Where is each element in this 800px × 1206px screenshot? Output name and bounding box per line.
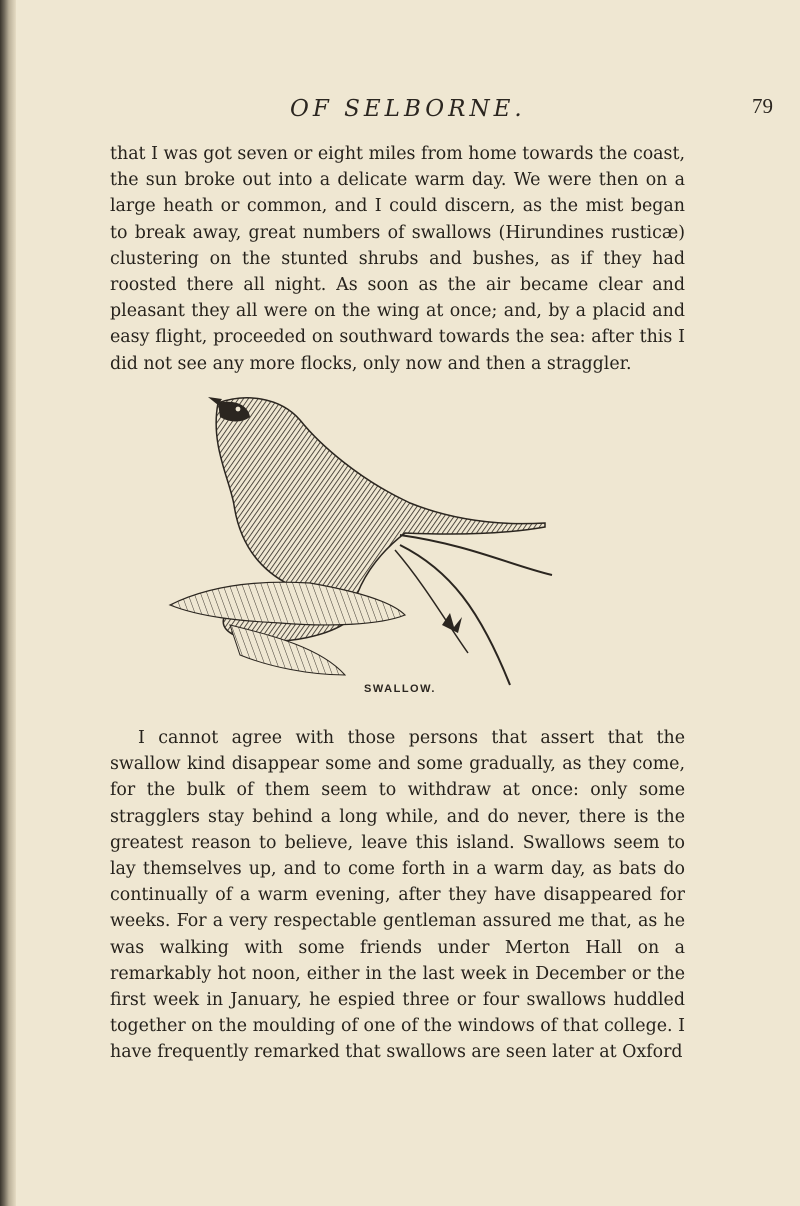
paragraph-2: I cannot agree with those persons that assert that the swallow kind disappear some and some gradually, as they come, for the bulk of them seem to withdraw at once: only some stragglers stay behind a long while, and do never, there is the greatest reason to believe, leave this island. Swallows seem to lay themselves up, and to come forth in a warm day, as bats do continually of a warm evening, after they have disappeared for weeks. For a very respectable gentleman assured me that, as he was walking with some friends under Merton Hall on a remarkably hot noon, either in the last week in December or the first week in January, he espied three or four swallows huddled together on the moulding of one of the windows of that college. I have frequently remarked that swallows are seen later at Oxford <box>110 728 685 1063</box>
swallow-feet <box>442 613 462 633</box>
page-number: 79 <box>752 94 773 118</box>
paragraph-1: that I was got seven or eight miles from home towards the coast, the sun broke out into a delicate warm day. We were then on a large heath or common, and I could discern, as the mist began to break away, great numbers of swallows (Hirundines rusticæ) clustering on the stunted shrubs and bushes, as if they had roosted there all night. As soon as the air became clear and pleasant they all were on the wing at once; and, by a placid and easy flight, proceeded on southward towards the sea: after this I did not see any more flocks, only now and then a straggler. <box>110 144 685 374</box>
swallow-tail <box>395 535 552 685</box>
figure-caption: SWALLOW. <box>364 683 436 695</box>
running-title: OF SELBORNE. <box>290 96 526 122</box>
swallow-illustration <box>150 385 650 710</box>
